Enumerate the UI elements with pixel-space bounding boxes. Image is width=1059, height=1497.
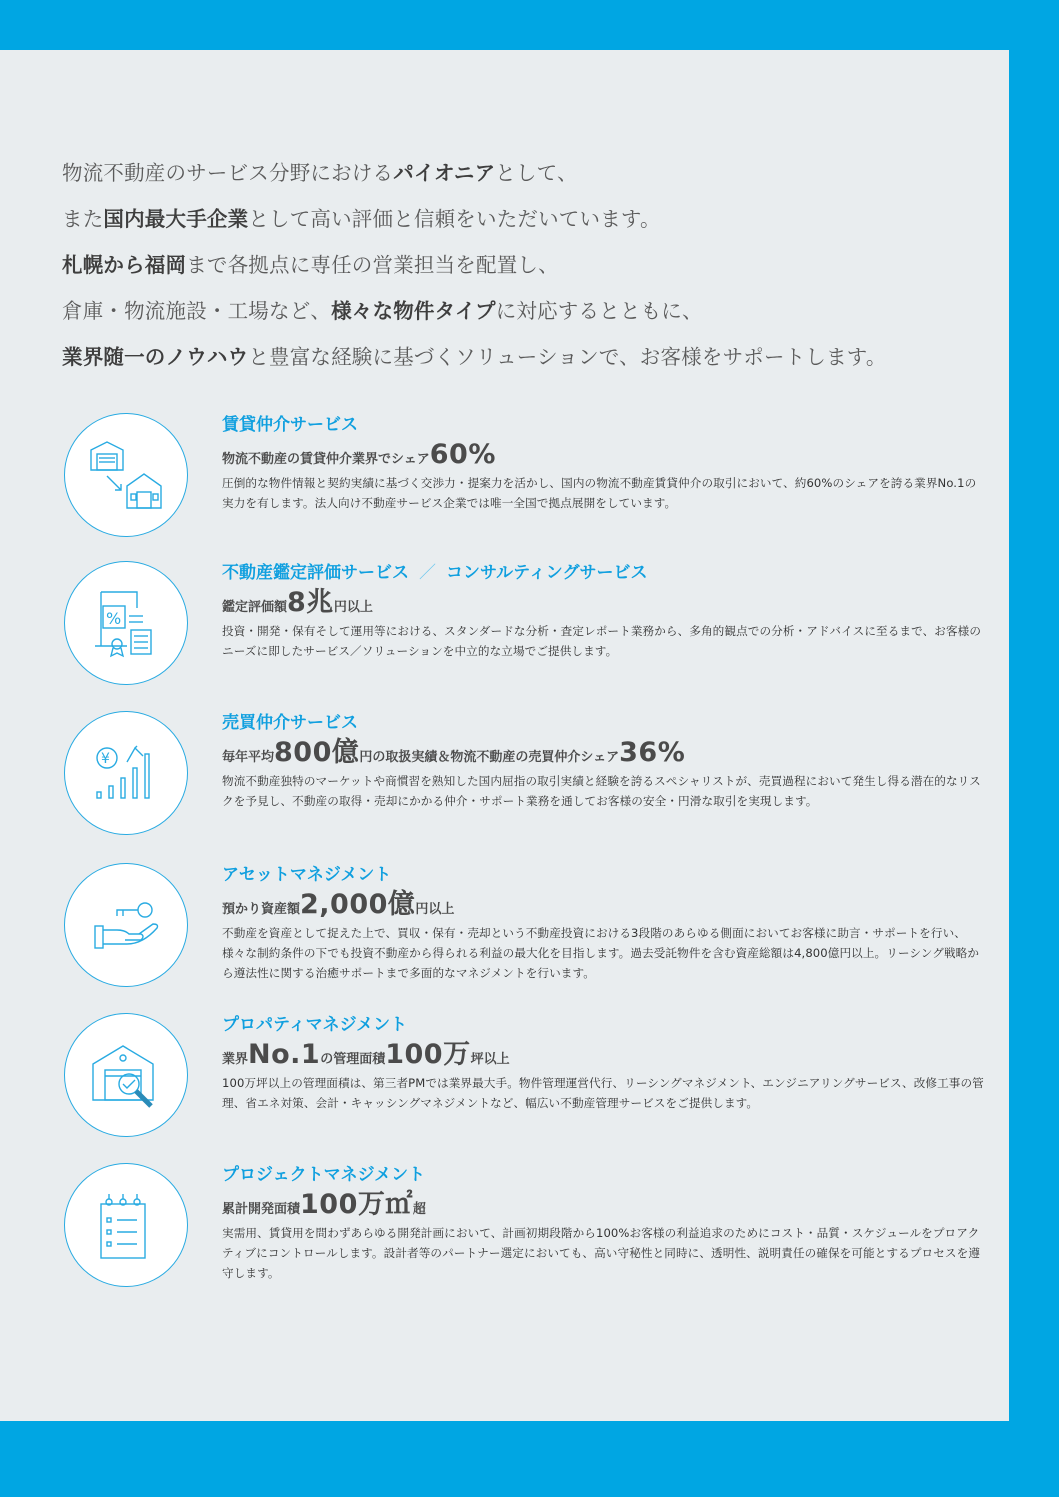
- service-description: 不動産を資産として捉えた上で、買収・保有・売却という不動産投資における3段階のあらゆる側面においてお客様に助言・サポートを行い、様々な制約条件の下でも投資不動産から得られる利益の最大化を目指します。過去受託物件を含む資産総額は4,800億円以上。リーシング戦略から遵法性に関する治癒サポートまで多面的なマネジメントを行います。: [222, 926, 980, 980]
- service-description: 実需用、賃貸用を問わずあらゆる開発計画において、計画初期段階から100%お客様の利益追求のためにコスト・品質・スケジュールをプロアクティブにコントロールします。設計者等のパートナー選定においても、高い守秘性と同時に、透明性、説明責任の確保を可能とするプロセスを遵守します。: [222, 1226, 981, 1280]
- stat-value: 36%: [619, 737, 686, 768]
- stat-value: 100万㎡: [300, 1189, 413, 1220]
- service-description: 圧倒的な物件情報と契約実績に基づく交渉力・提案力を活かし、国内の物流不動産賃貸仲介の取引において、約60%のシェアを誇る業界No.1の実力を有します。法人向け不動産サービス企業では唯一全国で拠点展開をしています。: [222, 476, 977, 510]
- stat-label: 業界: [222, 1052, 249, 1067]
- stat-value: 100万: [385, 1039, 471, 1070]
- stat-label: 鑑定評価額: [222, 600, 288, 615]
- checklist-calendar-icon: [64, 1163, 188, 1287]
- stat-label: 超: [412, 1202, 426, 1217]
- stat-label: 物流不動産の賃貸仲介業界でシェア: [222, 452, 430, 467]
- service-stat: [222, 1037, 986, 1073]
- intro-line: [62, 242, 1002, 288]
- intro-emphasis: パイオニア: [393, 161, 496, 185]
- warehouse-transfer-icon: [64, 413, 188, 537]
- stat-value: 2,000億: [300, 889, 416, 920]
- intro-text-segment: また: [62, 207, 104, 231]
- warehouse-inspection-icon: [64, 1013, 188, 1137]
- intro-emphasis: 様々な物件タイプ: [331, 299, 496, 323]
- appraisal-document-icon: [64, 561, 188, 685]
- intro-text-segment: として高い評価と信頼をいただいています。: [248, 207, 661, 231]
- stat-label: 預かり資産額: [222, 902, 301, 917]
- stat-value: 8兆: [287, 587, 334, 618]
- intro-text-segment: として、: [495, 161, 578, 185]
- stat-label: 坪以上: [470, 1052, 510, 1067]
- service-stat: [222, 735, 986, 771]
- svg-text:¥: ¥: [101, 751, 110, 767]
- service-stat: [222, 1187, 986, 1223]
- service-title: プロパティマネジメント: [222, 1015, 408, 1035]
- intro-emphasis: 国内最大手企業: [103, 207, 249, 231]
- intro-emphasis: 業界随一のノウハウ: [62, 345, 249, 369]
- stat-label: 円の取扱実績＆物流不動産の売買仲介シェア: [359, 750, 620, 765]
- service-title: 賃貸仲介サービス: [222, 415, 358, 435]
- yen-growth-chart-icon: [64, 711, 188, 835]
- service-stat: [222, 585, 986, 621]
- intro-emphasis: 札幌から福岡: [62, 253, 187, 277]
- service-description: 100万坪以上の管理面積は、第三者PMでは業界最大手。物件管理運営代行、リーシングマネジメント、エンジニアリングサービス、改修工事の管理、省エネ対策、会計・キャッシングマネジメントなど、幅広い不動産管理サービスをご提供します。: [222, 1076, 984, 1110]
- intro-text: [62, 150, 1002, 380]
- stat-label: 円以上: [415, 902, 455, 917]
- service-title: 売買仲介サービス: [222, 713, 358, 733]
- stat-value: 800億: [274, 737, 360, 768]
- intro-text-segment: 物流不動産のサービス分野における: [62, 161, 394, 185]
- service-stat: [222, 437, 986, 473]
- intro-line: [62, 334, 1002, 380]
- stat-label: 毎年平均: [222, 750, 275, 765]
- intro-line: [62, 196, 1002, 242]
- service-title: プロジェクトマネジメント: [222, 1165, 426, 1185]
- service-stat: [222, 887, 986, 923]
- stat-label: 円以上: [333, 600, 373, 615]
- stat-value: 60%: [429, 439, 496, 470]
- intro-text-segment: 倉庫・物流施設・工場など、: [62, 299, 332, 323]
- intro-text-segment: まで各拠点に専任の営業担当を配置し、: [186, 253, 559, 277]
- service-description: 投資・開発・保有そして運用等における、スタンダードな分析・査定レポート業務から、多角的観点での分析・アドバイスに至るまで、お客様のニーズに即したサービス／ソリューションを中立的な立場でご提供します。: [222, 624, 982, 658]
- service-title: アセットマネジメント: [222, 865, 392, 885]
- stat-label: 累計開発面積: [222, 1202, 301, 1217]
- hand-key-icon: [64, 863, 188, 987]
- intro-line: [62, 150, 1002, 196]
- service-title: 不動産鑑定評価サービス ／ コンサルティングサービス: [222, 563, 648, 583]
- intro-line: [62, 288, 1002, 334]
- intro-text-segment: に対応するとともに、: [495, 299, 703, 323]
- svg-text:%: %: [106, 609, 122, 628]
- intro-text-segment: と豊富な経験に基づくソリューションで、お客様をサポートします。: [248, 345, 887, 369]
- stat-label: の管理面積: [320, 1052, 386, 1067]
- stat-value: No.1: [248, 1039, 321, 1070]
- service-description: 物流不動産独特のマーケットや商慣習を熟知した国内屈指の取引実績と経験を誇るスペシャリストが、売買過程において発生し得る潜在的なリスクを予見し、不動産の取得・売却にかかる仲介・サポート業務を通してお客様の安全・円滑な取引を実現します。: [222, 774, 981, 808]
